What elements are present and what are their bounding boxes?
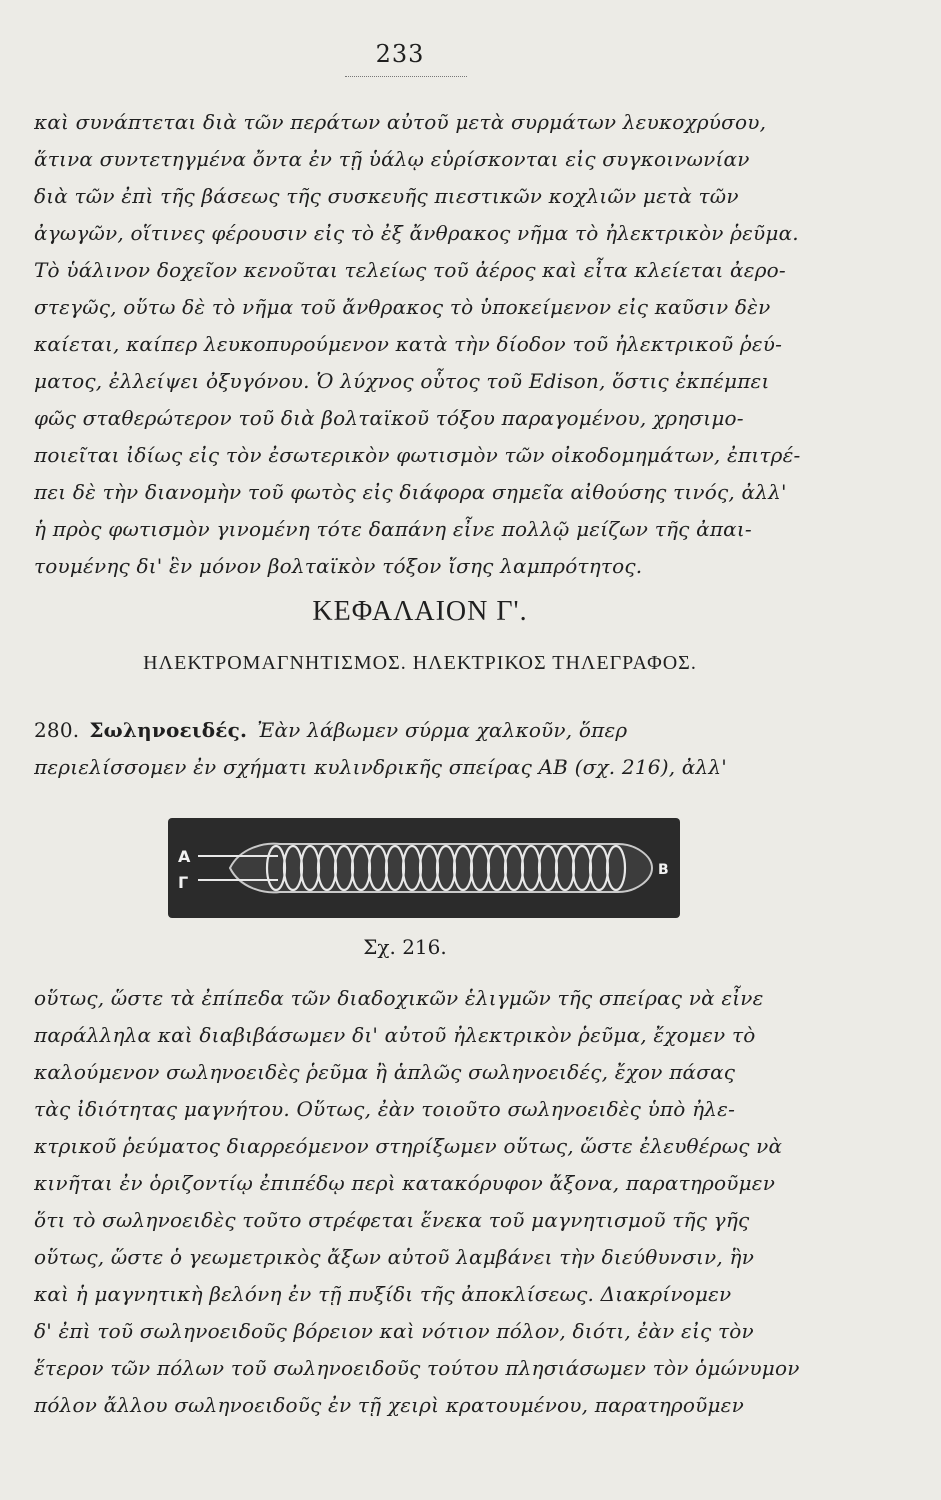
text-line: πει δὲ τὴν διανομὴν τοῦ φωτὸς εἰς διάφορα σημεῖα αἰθούσης τινός, ἀλλ': [34, 480, 787, 504]
header-rule: [345, 76, 467, 77]
solenoid-figure: [168, 818, 680, 918]
figure-caption: Σχ. 216.: [363, 935, 447, 959]
text-line: ποιεῖται ἰδίως εἰς τὸν ἐσωτερικὸν φωτισμὸν τῶν οἰκοδομημάτων, ἐπιτρέ-: [34, 443, 801, 467]
text-line: ἀγωγῶν, οἵτινες φέρουσιν εἰς τὸ ἐξ ἄνθρακος νῆμα τὸ ἠλεκτρικὸν ῥεῦμα.: [34, 221, 799, 245]
text-line: κινῆται ἐν ὁριζοντίῳ ἐπιπέδῳ περὶ κατακόρυφον ἄξονα, παρατηροῦμεν: [34, 1171, 776, 1195]
text-line: παράλληλα καὶ διαβιβάσωμεν δι' αὐτοῦ ἠλεκτρικὸν ῥεῦμα, ἔχομεν τὸ: [34, 1023, 756, 1047]
chapter-title: ΚΕΦΑΛΑΙΟΝ Γ'.: [312, 596, 528, 627]
section-heading: Σωληνοειδές.: [89, 718, 248, 742]
text-line: τουμένης δι' ἓν μόνον βολταϊκὸν τόξον ἴσης λαμπρότητος.: [34, 554, 643, 578]
text-line: καλούμενον σωληνοειδὲς ῥεῦμα ἢ ἁπλῶς σωληνοειδές, ἔχον πάσας: [34, 1060, 736, 1084]
text-line: πόλον ἄλλου σωληνοειδοῦς ἐν τῇ χειρὶ κρατουμένου, παρατηροῦμεν: [34, 1393, 744, 1417]
section-280: [34, 712, 814, 786]
text-line: κτρικοῦ ῥεύματος διαρρεόμενον στηρίξωμεν οὕτως, ὥστε ἐλευθέρως νὰ: [34, 1134, 783, 1158]
continuation-paragraph: [34, 980, 814, 1424]
chapter-subtitle: ΗΛΕΚΤΡΟΜΑΓΝΗΤΙΣΜΟΣ. ΗΛΕΚΤΡΙΚΟΣ ΤΗΛΕΓΡΑΦΟΣ.: [143, 652, 697, 674]
page-number: 233: [375, 40, 425, 68]
text-line: ὅτι τὸ σωληνοειδὲς τοῦτο στρέφεται ἕνεκα τοῦ μαγνητισμοῦ τῆς γῆς: [34, 1208, 750, 1232]
text-line: καὶ ἡ μαγνητικὴ βελόνη ἐν τῇ πυξίδι τῆς ἀποκλίσεως. Διακρίνομεν: [34, 1282, 732, 1306]
label-b: Β: [658, 862, 669, 878]
text-line: Τὸ ὑάλινον δοχεῖον κενοῦται τελείως τοῦ ἀέρος καὶ εἶτα κλείεται ἀερο-: [34, 258, 786, 282]
label-a: Α: [178, 847, 191, 866]
text-line: διὰ τῶν ἐπὶ τῆς βάσεως τῆς συσκευῆς πιεστικῶν κοχλιῶν μετὰ τῶν: [34, 184, 739, 208]
text-line: φῶς σταθερώτερον τοῦ διὰ βολταϊκοῦ τόξου παραγομένου, χρησιμο-: [34, 406, 744, 430]
text-line: καίεται, καίπερ λευκοπυρούμενον κατὰ τὴν δίοδον τοῦ ἠλεκτρικοῦ ῥεύ-: [34, 332, 783, 356]
text-line: τὰς ἰδιότητας μαγνήτου. Οὕτως, ἐὰν τοιοῦτο σωληνοειδὲς ὑπὸ ἠλε-: [34, 1097, 736, 1121]
text-line: καὶ συνάπτεται διὰ τῶν περάτων αὐτοῦ μετὰ συρμάτων λευκοχρύσου,: [34, 110, 767, 134]
text-line: ματος, ἐλλείψει ὀξυγόνου. Ὁ λύχνος οὗτος τοῦ Edison, ὅστις ἐκπέμπει: [34, 369, 770, 393]
section-text: Ἐὰν λάβωμεν σύρμα χαλκοῦν, ὅπερ: [257, 718, 628, 742]
text-line: ἡ πρὸς φωτισμὸν γινομένη τότε δαπάνη εἶνε πολλῷ μείζων τῆς ἀπαι-: [34, 517, 752, 541]
text-line: ἅτινα συντετηγμένα ὄντα ἐν τῇ ὑάλῳ εὑρίσκονται εἰς συγκοινωνίαν: [34, 147, 750, 171]
section-number: 280.: [34, 718, 80, 742]
text-line: περιελίσσομεν ἐν σχήματι κυλινδρικῆς σπείρας ΑΒ (σχ. 216), ἀλλ': [34, 755, 727, 779]
text-line: οὕτως, ὥστε ὁ γεωμετρικὸς ἄξων αὐτοῦ λαμβάνει τὴν διεύθυνσιν, ἣν: [34, 1245, 755, 1269]
text-line: οὕτως, ὥστε τὰ ἐπίπεδα τῶν διαδοχικῶν ἑλιγμῶν τῆς σπείρας νὰ εἶνε: [34, 986, 764, 1010]
text-line: δ' ἐπὶ τοῦ σωληνοειδοῦς βόρειον καὶ νότιον πόλον, διότι, ἐὰν εἰς τὸν: [34, 1319, 754, 1343]
text-line: στεγῶς, οὕτω δὲ τὸ νῆμα τοῦ ἄνθρακος τὸ ὑποκείμενον εἰς καῦσιν δὲν: [34, 295, 771, 319]
label-g: Γ: [178, 873, 189, 892]
text-line: ἕτερον τῶν πόλων τοῦ σωληνοειδοῦς τούτου πλησιάσωμεν τὸν ὁμώνυμον: [34, 1356, 800, 1380]
section-heading-line: [34, 712, 814, 749]
intro-paragraph: [34, 104, 814, 585]
